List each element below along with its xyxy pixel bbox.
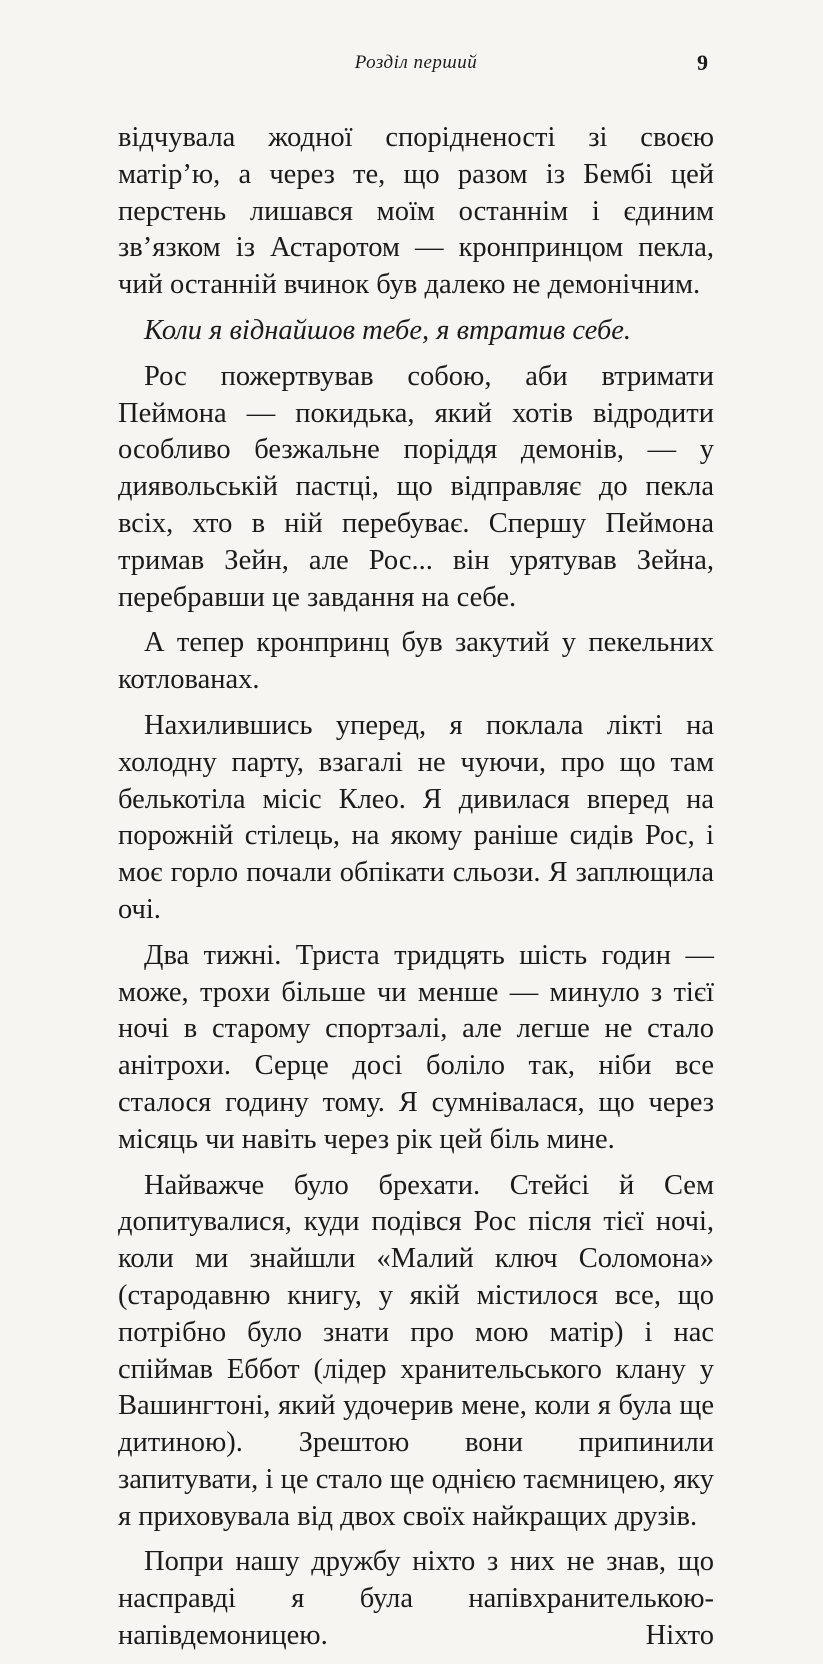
running-header [118,52,714,84]
paragraph: Попри нашу дружбу ніхто з них не знав, що насправді я була напівхранителькою-напівдемоницею. Ніхто [118,1546,714,1652]
paragraph: відчувала жодної спорідненості зі своєю матір’ю, а через те, що разом із Бембі цей перстень лишався моїм останнім і єдиним зв’язком із Астаротом — кронпринцом пекла, чий останній вчинок був далеко не демонічним. [118,122,714,301]
paragraph: Рос пожертвував собою, аби втримати Пеймона — покидька, який хотів відродити особливо безжальне поріддя демонів, — у диявольській пастці, що відправляє до пекла всіх, хто в ній перебуває. Спершу Пеймона тримав Зейн, але Рос... він урятував Зейна, перебравши це завдання на себе. [118,360,714,613]
page-number: 9 [697,50,708,75]
paragraph: Два тижні. Триста тридцять шість годин — може, трохи більше чи менше — минуло з тієї ночі в старому спортзалі, але легше не стало анітрохи. Серце досі боліло так, ніби все сталося годину тому. Я сумнівалася, що через місяць чи навіть через рік цей біль мине. [118,939,714,1155]
body-text [118,120,714,1664]
paragraph-italic: Коли я віднайшов тебе, я втратив себе. [144,314,632,346]
paragraph: А тепер кронпринц був закутий у пекельних котлованах. [118,627,714,696]
paragraph: Найважче було брехати. Стейсі й Сем допитувалися, куди подівся Рос після тієї ночі, коли ми знайшли «Малий ключ Соломона» (стародавню книгу, у якій містилося все, що потрібно було знати про мою матір) і нас спіймав Еббот (лідер хранительського клану у Вашингтоні, який удочерив мене, коли я була ще дитиною). Зрештою вони припинили запитувати, і це стало ще однією таємницею, яку я приховувала від двох своїх найкращих друзів. [118,1169,714,1532]
chapter-title: Розділ перший [354,52,478,73]
paragraph: Нахилившись уперед, я поклала лікті на холодну парту, взагалі не чуючи, про що там белькотіла місіс Клео. Я дивилася вперед на порожній стілець, на якому раніше сидів Рос, і моє горло почали обпікати сльози. Я заплющила очі. [118,709,714,925]
